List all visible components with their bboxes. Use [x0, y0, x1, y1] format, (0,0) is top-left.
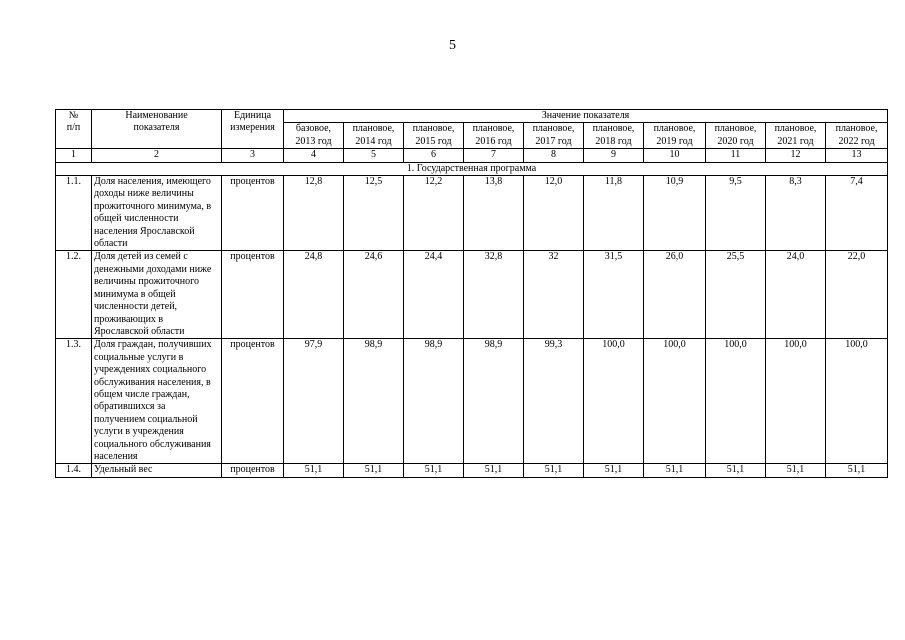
table-row: [56, 339, 888, 464]
value-cell: 32,8: [464, 251, 524, 339]
value-cell: 98,9: [344, 339, 404, 464]
value-cell: 51,1: [584, 464, 644, 477]
year-kind: плановое,: [412, 123, 455, 135]
value-cell: 12,0: [524, 176, 584, 251]
year-header-cell: [344, 123, 404, 149]
value-cell: 24,6: [344, 251, 404, 339]
column-number-cell: 6: [404, 149, 464, 162]
column-number-cell: 7: [464, 149, 524, 162]
value-cell: 24,0: [766, 251, 826, 339]
value-cell: 51,1: [644, 464, 706, 477]
column-number-cell: 12: [766, 149, 826, 162]
row-number: 1.4.: [56, 464, 92, 477]
column-numbers-row: [56, 149, 888, 162]
value-cell: 51,1: [344, 464, 404, 477]
value-cell: 22,0: [826, 251, 888, 339]
column-number-cell: 13: [826, 149, 888, 162]
value-cell: 97,9: [284, 339, 344, 464]
value-cell: 25,5: [706, 251, 766, 339]
value-cell: 12,8: [284, 176, 344, 251]
year-kind: плановое,: [592, 123, 635, 135]
header-row: [56, 110, 888, 123]
year-label: 2022 год: [838, 135, 875, 147]
table-row: [56, 176, 888, 251]
value-cell: 31,5: [584, 251, 644, 339]
year-header-cell: [766, 123, 826, 149]
year-label: 2015 год: [415, 135, 452, 147]
indicators-table: [55, 109, 888, 478]
value-cell: 10,9: [644, 176, 706, 251]
row-number: 1.1.: [56, 176, 92, 251]
row-number: 1.3.: [56, 339, 92, 464]
year-label: 2020 год: [717, 135, 754, 147]
year-header-cell: [464, 123, 524, 149]
year-header-cell: [826, 123, 888, 149]
year-header-cell: [284, 123, 344, 149]
value-cell: 100,0: [766, 339, 826, 464]
value-cell: 100,0: [706, 339, 766, 464]
column-number-cell: 5: [344, 149, 404, 162]
column-number-cell: 4: [284, 149, 344, 162]
year-kind: плановое,: [835, 123, 878, 135]
section-row: [56, 162, 888, 175]
column-number-cell: 2: [92, 149, 222, 162]
year-header-cell: [584, 123, 644, 149]
indicator-name: Доля населения, имеющего доходы ниже величины прожиточного минимума, в общей численности населения Ярославской области: [92, 176, 222, 251]
value-cell: 24,8: [284, 251, 344, 339]
value-cell: 99,3: [524, 339, 584, 464]
col-unit-header-line2: измерения: [230, 122, 275, 134]
year-label: 2016 год: [475, 135, 512, 147]
value-cell: 98,9: [464, 339, 524, 464]
page-number: 5: [449, 38, 456, 53]
value-cell: 32: [524, 251, 584, 339]
column-number-cell: 3: [222, 149, 284, 162]
year-kind: плановое,: [352, 123, 395, 135]
year-header-cell: [644, 123, 706, 149]
year-kind: плановое,: [774, 123, 817, 135]
unit-cell: процентов: [222, 339, 284, 464]
col-name-header-line2: показателя: [133, 122, 180, 134]
value-cell: 100,0: [644, 339, 706, 464]
value-cell: 26,0: [644, 251, 706, 339]
value-cell: 12,5: [344, 176, 404, 251]
column-number-cell: 11: [706, 149, 766, 162]
year-label: 2014 год: [355, 135, 392, 147]
year-label: 2013 год: [295, 135, 332, 147]
value-cell: 8,3: [766, 176, 826, 251]
value-cell: 51,1: [706, 464, 766, 477]
year-header-cell: [706, 123, 766, 149]
year-kind: плановое,: [532, 123, 575, 135]
col-no-header-line2: п/п: [66, 122, 81, 134]
year-label: 2018 год: [595, 135, 632, 147]
year-kind: базовое,: [295, 123, 332, 135]
indicator-name: Удельный вес: [92, 464, 222, 477]
value-cell: 51,1: [826, 464, 888, 477]
col-unit-header-line1: Единица: [233, 110, 272, 121]
year-label: 2019 год: [656, 135, 693, 147]
value-cell: 51,1: [766, 464, 826, 477]
value-cell: 9,5: [706, 176, 766, 251]
year-header-cell: [404, 123, 464, 149]
year-label: 2021 год: [777, 135, 814, 147]
row-number: 1.2.: [56, 251, 92, 339]
year-kind: плановое,: [714, 123, 757, 135]
col-name-header: [92, 110, 222, 149]
value-cell: 100,0: [826, 339, 888, 464]
table-row: [56, 251, 888, 339]
value-cell: 7,4: [826, 176, 888, 251]
value-cell: 98,9: [404, 339, 464, 464]
year-label: 2017 год: [535, 135, 572, 147]
year-kind: плановое,: [472, 123, 515, 135]
col-no-header-line1: №: [68, 110, 79, 121]
value-cell: 24,4: [404, 251, 464, 339]
unit-cell: процентов: [222, 464, 284, 477]
value-cell: 12,2: [404, 176, 464, 251]
indicator-name: Доля детей из семей с денежными доходами ниже величины прожиточного минимума в общей численности детей, проживающих в Ярославской области: [92, 251, 222, 339]
unit-cell: процентов: [222, 251, 284, 339]
col-value-header: Значение показателя: [284, 110, 888, 123]
value-cell: 13,8: [464, 176, 524, 251]
value-cell: 51,1: [464, 464, 524, 477]
table-row: [56, 464, 888, 477]
section-title: 1. Государственная программа: [56, 162, 888, 175]
year-kind: плановое,: [653, 123, 696, 135]
value-cell: 51,1: [284, 464, 344, 477]
value-cell: 51,1: [524, 464, 584, 477]
column-number-cell: 9: [584, 149, 644, 162]
value-cell: 100,0: [584, 339, 644, 464]
column-number-cell: 1: [56, 149, 92, 162]
col-unit-header: [222, 110, 284, 149]
indicator-name: Доля граждан, получивших социальные услуги в учреждениях социального обслуживания населения, в общем числе граждан, обратившихся за получением социальной услуги в учреждения социального обслуживания населения: [92, 339, 222, 464]
value-cell: 51,1: [404, 464, 464, 477]
column-number-cell: 10: [644, 149, 706, 162]
column-number-cell: 8: [524, 149, 584, 162]
col-name-header-line1: Наименование: [125, 110, 188, 121]
col-no-header: [56, 110, 92, 149]
unit-cell: процентов: [222, 176, 284, 251]
value-cell: 11,8: [584, 176, 644, 251]
year-header-cell: [524, 123, 584, 149]
